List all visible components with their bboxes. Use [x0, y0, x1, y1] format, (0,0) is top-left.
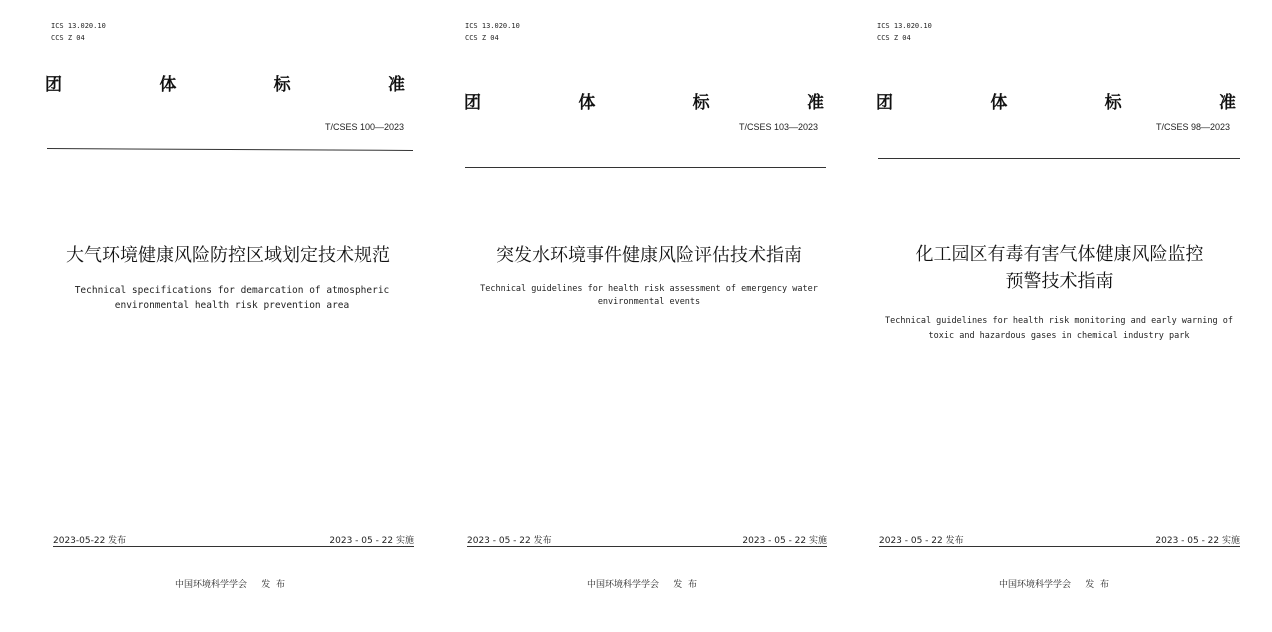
- title-chinese: [862, 241, 1257, 295]
- heading-char: 团: [45, 75, 62, 95]
- publish-date: 2023 - 05 - 22 发布: [467, 536, 552, 546]
- title-english-line: environmental events: [597, 297, 701, 307]
- footer-divider: [879, 546, 1240, 547]
- heading-char: 准: [806, 93, 824, 113]
- publish-date: 2023 - 05 - 22 发布: [879, 536, 964, 546]
- title-english: [454, 283, 844, 309]
- implement-date: 2023 - 05 - 22 实施: [1155, 536, 1240, 546]
- heading-char: 标: [1104, 93, 1122, 113]
- title-english-line: Technical specifications for demarcation of atmospheric: [74, 285, 390, 296]
- title-english-line: environmental health risk prevention area: [114, 300, 350, 311]
- date-row: [879, 533, 1240, 546]
- ics-code: ICS 13.020.10: [465, 22, 520, 30]
- standard-cover-2: [424, 0, 848, 632]
- title-chinese-line: 化工园区有毒有害气体健康风险监控: [915, 244, 1204, 265]
- heading-char: 准: [1218, 93, 1236, 113]
- standard-code: T/CSES 98—2023: [1155, 122, 1230, 132]
- header-divider: [47, 148, 413, 151]
- title-english: [20, 283, 444, 313]
- title-chinese-line: 突发水环境事件健康风险评估技术指南: [496, 245, 802, 266]
- ccs-code: CCS Z 04: [51, 34, 85, 42]
- group-standard-heading: [45, 70, 405, 95]
- title-english-line: Technical guidelines for health risk monitoring and early warning of: [885, 316, 1233, 326]
- group-standard-heading: [876, 88, 1236, 113]
- header-divider: [465, 167, 826, 168]
- implement-date: 2023 - 05 - 22 实施: [742, 536, 827, 546]
- standard-cover-3: [848, 0, 1272, 632]
- heading-char: 体: [990, 93, 1008, 113]
- heading-char: 准: [387, 75, 405, 95]
- standard-code: T/CSES 103—2023: [738, 122, 818, 132]
- title-english-line: Technical guidelines for health risk assessment of emergency water: [480, 284, 818, 294]
- heading-char: 体: [578, 93, 596, 113]
- publisher: 中国环境科学学会 发 布: [586, 580, 698, 590]
- date-row: [53, 533, 414, 546]
- title-chinese-line: 预警技术指南: [1005, 271, 1114, 292]
- standard-code: T/CSES 100—2023: [324, 122, 404, 132]
- ccs-code: CCS Z 04: [877, 34, 911, 42]
- header-divider: [878, 158, 1240, 159]
- publisher: 中国环境科学学会 发 布: [174, 580, 286, 590]
- title-chinese: [30, 242, 426, 269]
- implement-date: 2023 - 05 - 22 实施: [329, 536, 414, 546]
- standard-cover-1: [0, 0, 424, 632]
- date-row: [467, 533, 827, 546]
- footer-divider: [467, 546, 827, 547]
- title-english: [872, 314, 1246, 344]
- title-chinese-line: 大气环境健康风险防控区域划定技术规范: [66, 245, 390, 266]
- ccs-code: CCS Z 04: [465, 34, 499, 42]
- ics-code: ICS 13.020.10: [51, 22, 106, 30]
- publisher: 中国环境科学学会 发 布: [998, 580, 1110, 590]
- ics-code: ICS 13.020.10: [877, 22, 932, 30]
- footer-divider: [53, 546, 414, 547]
- heading-char: 团: [876, 93, 893, 113]
- heading-char: 标: [273, 75, 291, 95]
- heading-char: 标: [692, 93, 710, 113]
- heading-char: 体: [159, 75, 177, 95]
- group-standard-heading: [464, 88, 824, 113]
- title-english-line: toxic and hazardous gases in chemical industry park: [928, 331, 1190, 341]
- title-chinese: [449, 242, 849, 269]
- heading-char: 团: [464, 93, 481, 113]
- publish-date: 2023-05-22 发布: [53, 536, 127, 546]
